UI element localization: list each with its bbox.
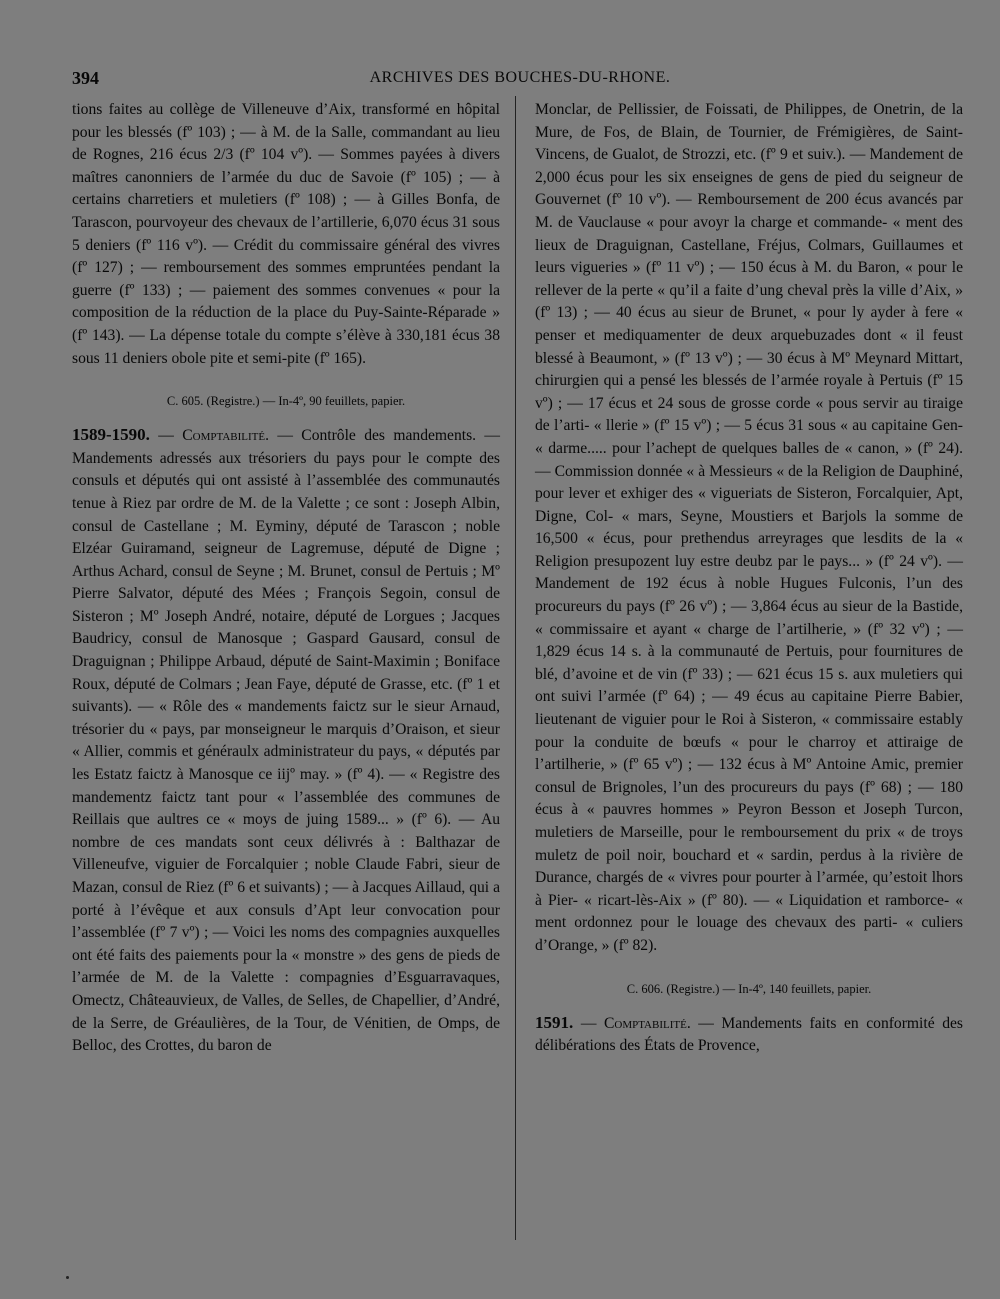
left-continuation-text: tions faites au collège de Villeneuve d’Aix, transformé en hôpital pour les blessés (fº 103) ; — à M. de la Salle, commandant au lieu de Rognes, 216 écus 2/3 (fº 104 vº). — Sommes payées à divers maîtres canonniers de l’armée du duc de Savoie (fº 105) ; — à certains charretiers et muletiers (fº 108) ; — à Gilles Bonfa, de Tarascon, pourvoyeur des chevaux de l’artillerie, 6,070 écus 31 sous 5 deniers (fº 116 vº). — Crédit du commissaire général des vivres (fº 127) ; — remboursement des sommes empruntées pendant la guerre (fº 133) ; — paiement des sommes convenues « pour la composition de la réduction de la place du Puy-Sainte-Réparade » (fº 143). — La dépense totale du compte s’élève à 330,181 écus 38 sous 11 deniers obole pite et semi-pite (fº 165). bbox=[72, 101, 500, 367]
entry-c605 bbox=[72, 424, 500, 1058]
page-header bbox=[72, 68, 968, 94]
entry-rubric: Comptabilité. bbox=[603, 1014, 691, 1032]
entry-c606 bbox=[535, 1012, 963, 1058]
entry-year: 1591. bbox=[535, 1012, 574, 1032]
entry-dash: — bbox=[158, 427, 183, 445]
paper-speck bbox=[66, 1276, 69, 1279]
right-continuation-text: Monclar, de Pellissier, de Foissati, de Philippes, de Onetrin, de la Mure, de Fos, de Blain, de Tournier, de Frémigières, de Saint-Vincens, de Gualot, de Strozzi, etc. (fº 9 et suiv.). — Mandement de 2,000 écus pour les six enseignes de gens de pied du seigneur de Gouvernet (fº 10 vº). — Remboursement de 200 écus avancés par M. de Vauclause « pour avoyr la charge et commande- « ment des lieux de Draguignan, Castellane, Fréjus, Colmars, Guillaumes et leurs vigueries » (fº 11 vº) ; — 150 écus à M. du Baron, « pour le rellever de la perte « qu’il a faite d’ung cheval près la ville d’Aix, » (fº 13) ; — 40 écus au sieur de Brunet, « pour ly ayder à fere « penser et mediquamenter de deux arquebuzades dont « il feust blessé à Beaumont, » (fº 13 vº) ; — 30 écus à Mº Meynard Mittart, chirurgien qui a pensé les blessés de l’armée royale à Pertuis (fº 15 vº) ; — 17 écus et 24 sous de grosse corde « pous servir au tiraige de l’arti- « llerie » (fº 15 vº) ; — 5 écus 31 sous « au capitaine Gen- « darme..... pour l’achept de quelques balles de « canon, » (fº 24). — Commission donnée « à Messieurs « de la Religion de Dauphiné, pour lever et exhiger des « vigueriats de Sisteron, Forcalquier, Apt, Digne, Col- « mars, Seyne, Moustiers et Barjols la somme de 16,500 « écus, pour prethendus arreyrages que lesdits de la « Religion presupozent luy estre deubz par le pays... » (fº 24 vº). — Mandement de 192 écus à noble Hugues Fulconis, l’un des procureurs du pays (fº 26 vº) ; — 3,864 écus au sieur de la Bastide, « commissaire et ayant « charge de l’artilherie, » (fº 32 vº) ; — 1,829 écus 14 s. à la communauté de Pertuis, pour fournitures de blé, d’avoine et de vin (fº 33) ; — 621 écus 15 s. aux muletiers qui ont suivi l’armée (fº 64) ; — 49 écus au capitaine Pierre Babier, lieutenant de viguier pour le Roi à Sisteron, « commissaire estably pour la conduite de bœufs « pour le charroy et attiraige de l’artilherie, » (fº 65 vº) ; — 132 écus à Mº Antoine Amic, premier consul de Brignoles, l’un des procureurs du pays (fº 68) ; — 180 écus à « pauvres hommes » Peyron Besson et Joseph Turcon, muletiers de Marseille, pour le remboursement du prix « de troys muletz de poil noir, bouchard et « sardin, perdus à la rivière de Durance, chargés de « vivres pour pourter à l’armée, qu’estoit lhors à Pier- « ricart-lès-Aix » (fº 80). — « Liquidation et ramborce- « ment ordonnez pour le louage des chevaux des parti- « culiers d’Orange, » (fº 82). bbox=[535, 101, 963, 954]
register-caption-c605: C. 605. (Registre.) — In-4º, 90 feuillets, papier. bbox=[166, 394, 406, 409]
entry-dash: — bbox=[580, 1014, 604, 1032]
running-title: ARCHIVES DES BOUCHES-DU-RHONE. bbox=[369, 69, 671, 86]
entry-year: 1589-1590. bbox=[72, 425, 150, 445]
entry-text: — Mandements faits en conformité des délibérations des États de Provence, bbox=[535, 1014, 963, 1055]
entry-text: — Contrôle des mandements. — Mandements adressés aux trésoriers du pays pour le compte des consuls et députés qui ont assisté à l’assemblée des communautés tenue à Riez par ordre de M. de la Valette ; ce sont : Joseph Albin, consul de Castellane ; M. Eyminy, député de Tarascon ; noble Elzéar Guiramand, seigneur de Lagremuse, député de Digne ; Arthus Achard, consul de Seyne ; M. Brunet, consul de Pertuis ; Mº Pierre Salvator, député des Mées ; François Segoin, consul de Sisteron ; Mº Joseph André, notaire, député de Lorgues ; Jacques Baudricy, consul de Manosque ; Gaspard Gausard, consul de Draguignan ; Philippe Arbaud, député de Saint-Maximin ; Boniface Roux, député de Colmars ; Jean Faye, député de Grasse, etc. (fº 1 et suivants). — « Rôle des « mandements faictz sur le sieur Arnaud, trésorier du « pays, par monseigneur le marquis d’Oraison, et sieur « Allier, commis et généraulx administrateur du pays, « députés par les Estatz faictz à Manosque ce iijº may. » (fº 4). — « Registre des mandementz faictz tant pour « l’assemblée des communes de Reillais que aultres ce « moys de juing 1589... » (fº 6). — Au nombre de ces mandats sont ceux délivrés à : Balthazar de Villeneufve, viguier de Forcalquier ; noble Claude Fabri, sieur de Mazan, consul de Riez (fº 6 et suivants) ; — à Jacques Aillaud, qui a porté à l’évêque et aux consuls d’Apt leur convocation pour l’assemblée (fº 7 vº) ; — Voici les noms des compagnies auxquelles ont été faits des paiements pour la « monstre » des gens de pieds de l’armée de M. de la Valette : compagnies d’Esguarravaques, Omectz, Châteauvieux, de Valles, de Selles, de Chapellier, d’André, de la Serre, de Gréaulières, de la Tour, de Vénitien, de Omps, de Belloc, des Crottes, du baron de bbox=[72, 427, 500, 1055]
page-number: 394 bbox=[72, 68, 99, 88]
column-divider bbox=[515, 96, 516, 1240]
left-column bbox=[72, 99, 500, 1058]
register-caption-c606: C. 606. (Registre.) — In-4º, 140 feuillets, papier. bbox=[626, 981, 872, 996]
entry-rubric: Comptabilité. bbox=[182, 427, 269, 445]
right-column bbox=[535, 99, 963, 1058]
